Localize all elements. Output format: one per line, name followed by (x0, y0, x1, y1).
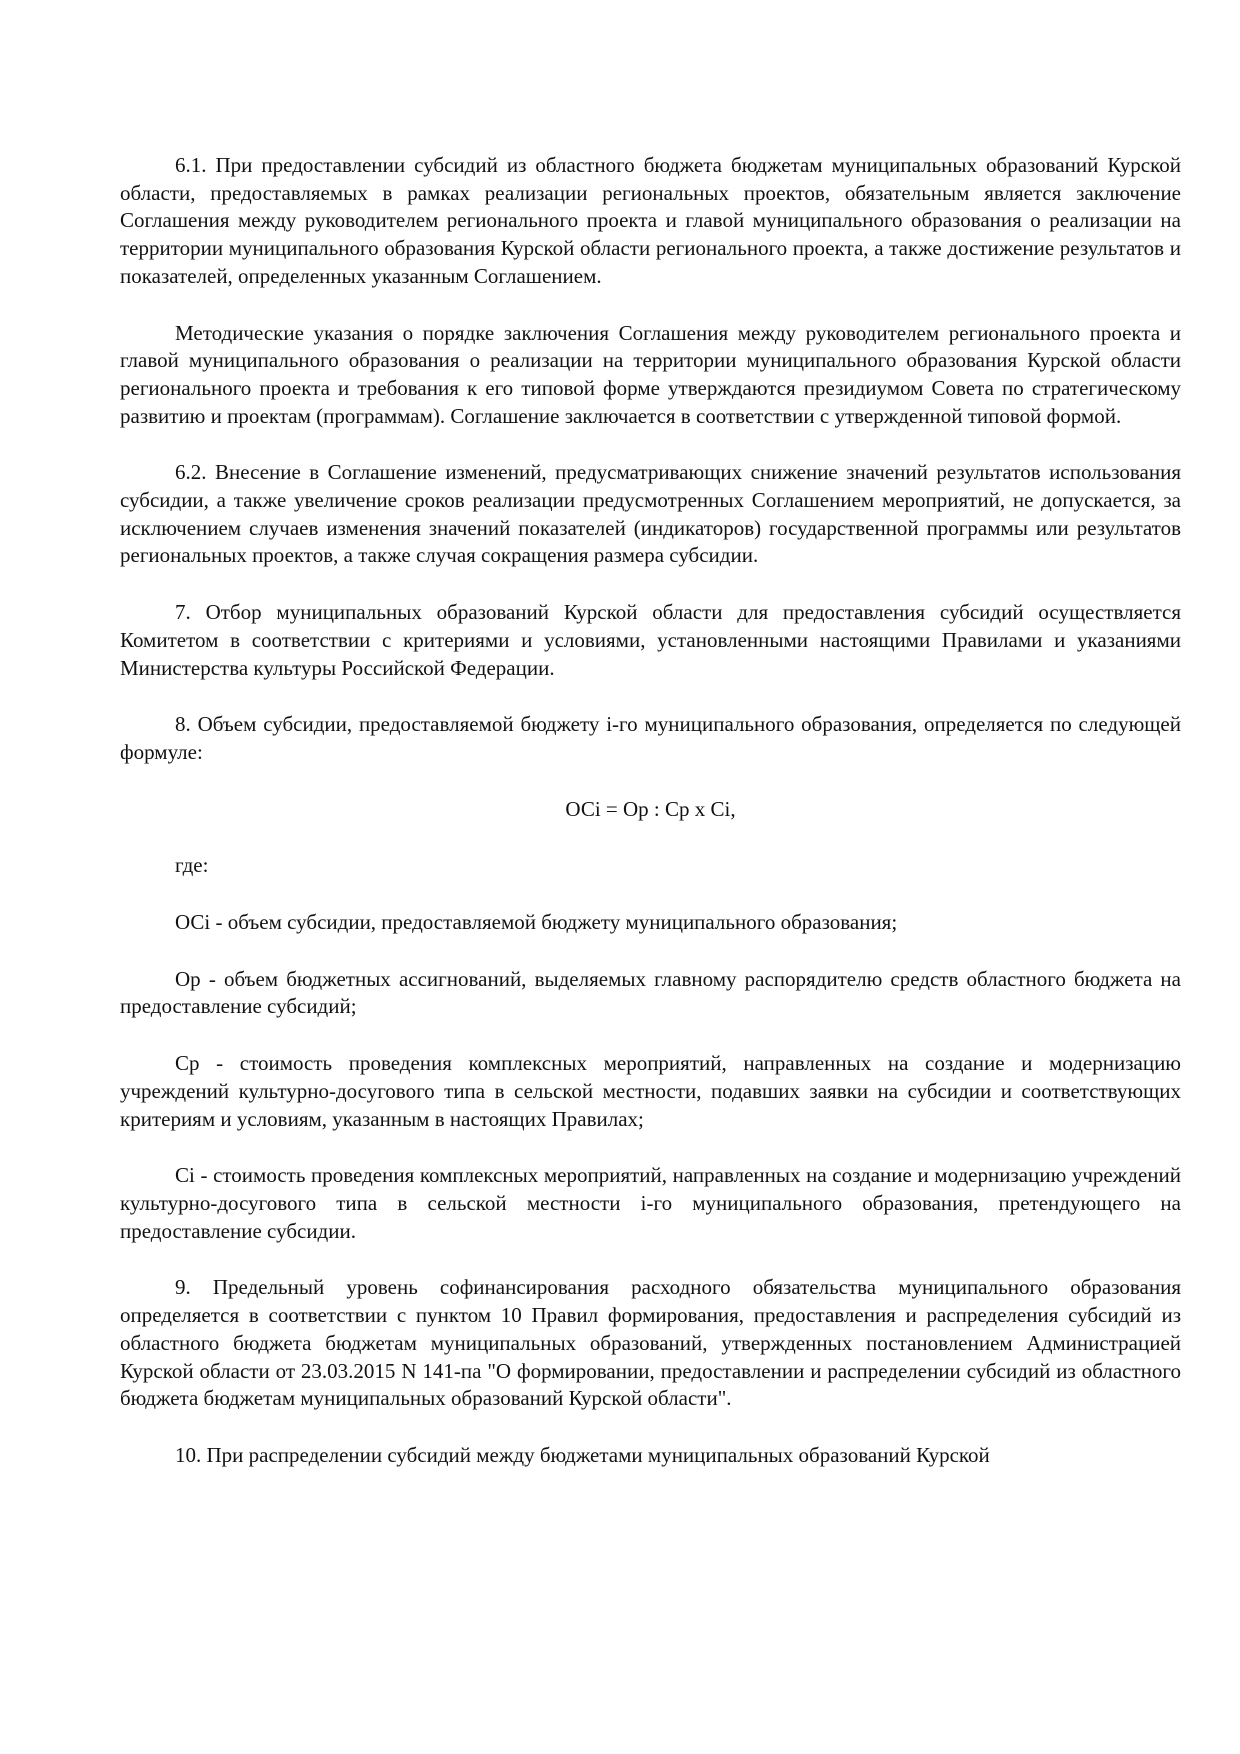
paragraph-methodical-guidelines: Методические указания о порядке заключения Соглашения между руководителем регионального проекта и главой муниципального образования о реализации на территории муниципального образования Курской области регионального проекта и требования к его типовой форме утверждаются президиумом Совета по стратегическому развитию и проектам (программам). Соглашение заключается в соответствии с утвержденной типовой формой. (120, 320, 1181, 428)
paragraph-6-1: 6.1. При предоставлении субсидий из областного бюджета бюджетам муниципальных образований Курской области, предоставляемых в рамках реализации региональных проектов, обязательным является заключение Соглашения между руководителем регионального проекта и главой муниципального образования о реализации на территории муниципального образования Курской области регионального проекта, а также достижение результатов и показателей, определенных указанным Соглашением. (120, 153, 1181, 288)
definition-ci: Сi - стоимость проведения комплексных мероприятий, направленных на создание и модернизацию учреждений культурно-досугового типа в сельской местности i-го муниципального образования, претендующего на предоставление субсидии. (120, 1163, 1181, 1243)
paragraph-8: 8. Объем субсидии, предоставляемой бюджету i-го муниципального образования, определяется по следующей формуле: (120, 712, 1181, 764)
definition-op: Ор - объем бюджетных ассигнований, выделяемых главному распорядителю средств областного бюджета на предоставление субсидий; (120, 966, 1181, 1019)
paragraph-10: 10. При распределении субсидий между бюджетами муниципальных образований Курской (175, 1442, 990, 1467)
definition-cp: Ср - стоимость проведения комплексных мероприятий, направленных на создание и модернизацию учреждений культурно-досугового типа в сельской местности, подавших заявки на субсидии и соответствующих критериям и условиям, указанным в настоящих Правилах; (120, 1051, 1181, 1131)
definition-oci: ОСi - объем субсидии, предоставляемой бюджету муниципального образования; (175, 910, 898, 935)
where-label: где: (175, 853, 209, 878)
paragraph-6-2: 6.2. Внесение в Соглашение изменений, предусматривающих снижение значений результатов использования субсидии, а также увеличение сроков реализации предусмотренных Соглашением мероприятий, не допускается, за исключением случаев изменения значений показателей (индикаторов) государственной программы или результатов региональных проектов, а также случая сокращения размера субсидии. (120, 460, 1181, 568)
paragraph-7: 7. Отбор муниципальных образований Курской области для предоставления субсидий осуществляется Комитетом в соответствии с критериями и условиями, установленными настоящими Правилами и указаниями Министерства культуры Российской Федерации. (120, 600, 1181, 680)
document-page (120, 152, 1181, 1499)
subsidy-formula: ОСi = Ор : Ср x Сi, (565, 796, 736, 821)
paragraph-9: 9. Предельный уровень софинансирования расходного обязательства муниципального образования определяется в соответствии с пунктом 10 Правил формирования, предоставления и распределения субсидий из областного бюджета бюджетам муниципальных образований, утвержденных постановлением Администрацией Курской области от 23.03.2015 N 141-па "О формировании, предоставлении и распределении субсидий из областного бюджета бюджетам муниципальных образований Курской области". (120, 1275, 1181, 1411)
